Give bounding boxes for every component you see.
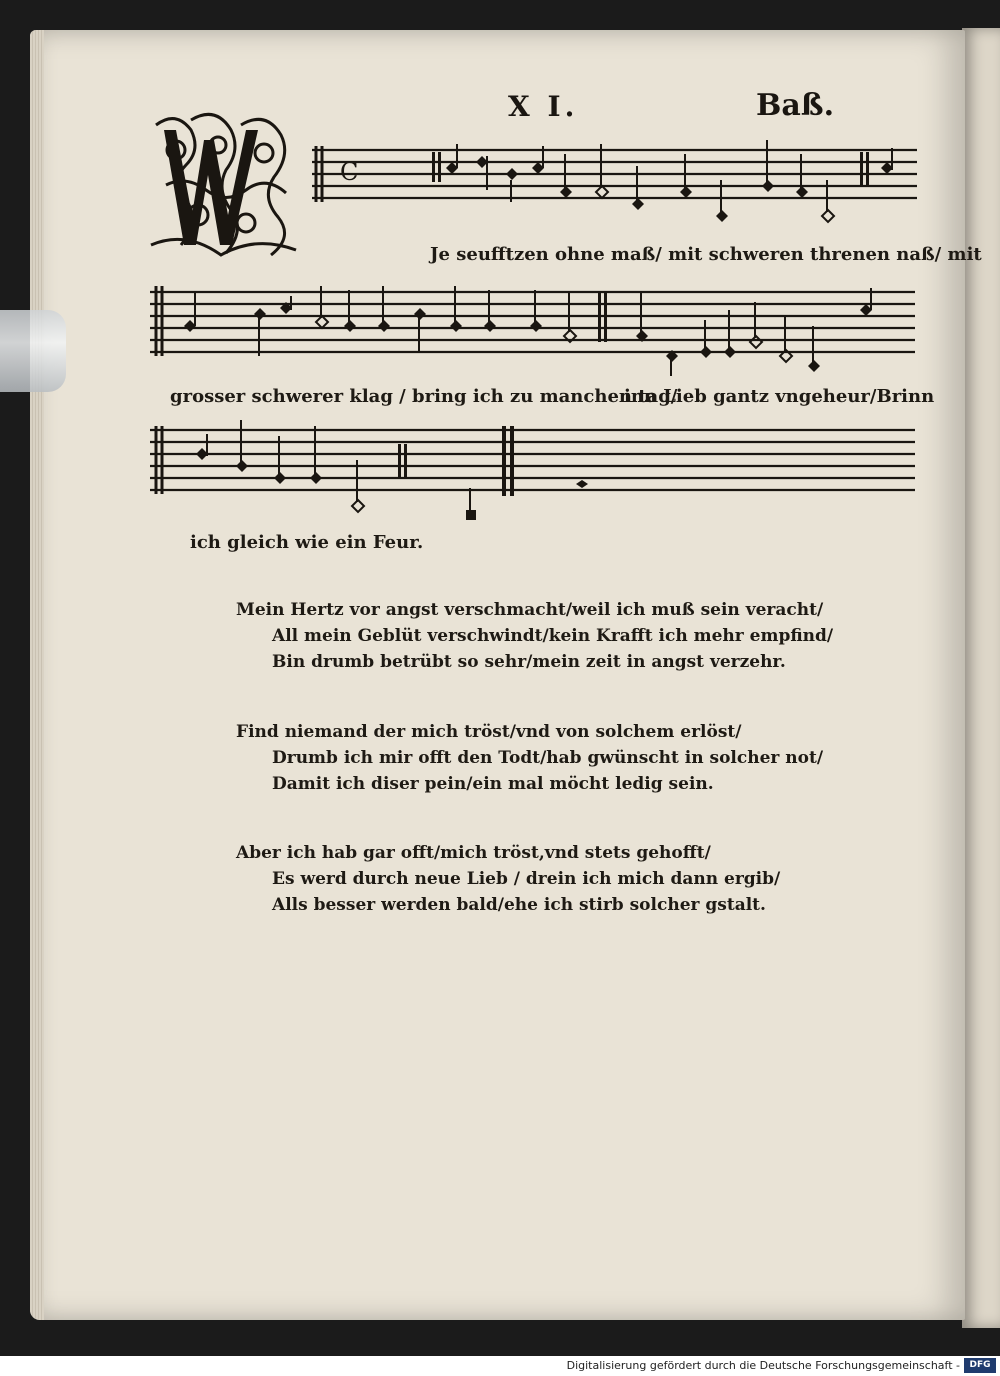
footer-credit: Digitalisierung gefördert durch die Deutsche Forschungsgemeinschaft -: [566, 1359, 960, 1372]
music-staff-2: [150, 280, 920, 380]
page-stack-edge: [30, 30, 44, 1320]
voice-label: Baß.: [756, 88, 835, 123]
lyric-line-2: grosser schwerer klag / bring ich zu manchen tag/: [170, 386, 678, 407]
music-staff-1: [312, 140, 920, 230]
verse-line: Damit ich diser pein/ein mal möcht ledig sein.: [272, 774, 714, 794]
decorated-initial: [146, 105, 302, 265]
verse-line: Es werd durch neue Lieb / drein ich mich dann ergib/: [272, 869, 781, 889]
verse-line: Drumb ich mir offt den Todt/hab gwünscht in solcher not/: [272, 748, 824, 768]
verse-line: Mein Hertz vor angst verschmacht/weil ich muß sein veracht/: [236, 600, 824, 620]
dfg-logo: DFG: [964, 1358, 996, 1373]
lyric-line-4: ich gleich wie ein Feur.: [190, 532, 424, 553]
music-staff-3: [150, 420, 920, 530]
lyric-line-3: inn Lieb gantz vngeheur/Brinn: [624, 386, 935, 407]
verse-line: Find niemand der mich tröst/vnd von solchem erlöst/: [236, 722, 742, 742]
verse-line: Aber ich hab gar offt/mich tröst,vnd stets gehofft/: [236, 843, 711, 863]
footer-bar: [0, 1356, 1000, 1376]
verse-line: Alls besser werden bald/ehe ich stirb solcher gstalt.: [272, 895, 766, 915]
verse-line: All mein Geblüt verschwindt/kein Krafft ich mehr empfind/: [272, 626, 834, 646]
clef-icon: [156, 426, 162, 494]
verse-line: Bin drumb betrübt so sehr/mein zeit in angst verzehr.: [272, 652, 786, 672]
clef-icon: [156, 286, 162, 356]
page-clip: [0, 310, 66, 392]
facing-page-edge: [962, 28, 1000, 1328]
svg-text:C: C: [340, 158, 359, 186]
lyric-line-1: Je seufftzen ohne maß/ mit schweren threnen naß/ mit: [430, 244, 982, 265]
page-number: X I.: [508, 90, 579, 123]
